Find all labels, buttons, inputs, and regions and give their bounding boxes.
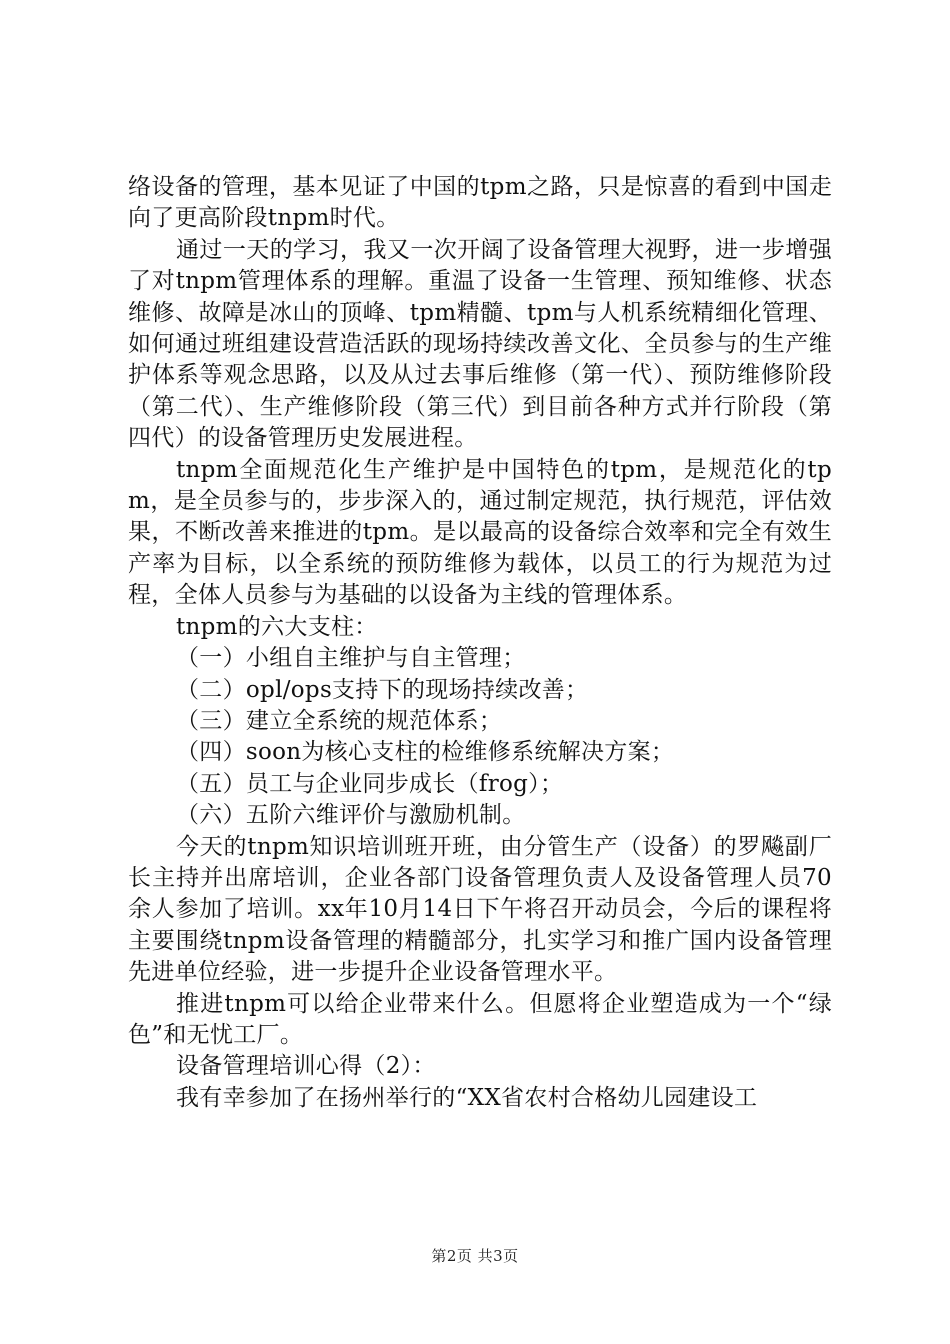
paragraph-3: tnpm全面规范化生产维护是中国特色的tpm，是规范化的tpm，是全员参与的，步步深入的，通过制定规范，执行规范，评估效果，不断改善来推进的tpm。是以最高的设备综合效率和完全有效生产率为目标，以全系统的预防维修为载体，以员工的行为规范为过程，全体人员参与为基础的以设备为主线的管理体系。 bbox=[128, 456, 832, 609]
pillar-item-2: （二）opl/ops支持下的现场持续改善； bbox=[176, 676, 589, 703]
pillar-item-6: （六）五阶六维评价与激励机制。 bbox=[176, 802, 526, 829]
section-heading: 设备管理培训心得（2）： bbox=[176, 1053, 436, 1080]
pillar-item-3: （三）建立全系统的规范体系； bbox=[176, 707, 503, 734]
paragraph-continued: 我有幸参加了在扬州举行的“XX省农村合格幼儿园建设工 bbox=[176, 1084, 758, 1111]
paragraph-2: 通过一天的学习，我又一次开阔了设备管理大视野，进一步增强了对tnpm管理体系的理解。重温了设备一生管理、预知维修、状态维修、故障是冰山的顶峰、tpm精髓、tpm与人机系统精细化管理、如何通过班组建设营造活跃的现场持续改善文化、全员参与的生产维护体系等观念思路，以及从过去事后维修（第一代）、预防维修阶段（第二代）、生产维修阶段（第三代）到目前各种方式并行阶段（第四代）的设备管理历史发展进程。 bbox=[128, 236, 832, 452]
document-body bbox=[128, 172, 832, 1114]
paragraph-1: 络设备的管理，基本见证了中国的tpm之路，只是惊喜的看到中国走向了更高阶段tnpm时代。 bbox=[128, 174, 832, 232]
paragraph-training: 今天的tnpm知识培训班开班，由分管生产（设备）的罗飚副厂长主持并出席培训，企业各部门设备管理负责人及设备管理人员70余人参加了培训。xx年10月14日下午将召开动员会，今后的课程将主要围绕tnpm设备管理的精髓部分，扎实学习和推广国内设备管理先进单位经验，进一步提升企业设备管理水平。 bbox=[128, 833, 832, 986]
pillar-item-5: （五）员工与企业同步成长（frog）； bbox=[176, 770, 564, 797]
pillar-item-4: （四）soon为核心支柱的检维修系统解决方案； bbox=[176, 739, 675, 766]
pillar-item-1: （一）小组自主维护与自主管理； bbox=[176, 645, 526, 672]
page-number-footer: 第2页 共3页 bbox=[431, 1247, 519, 1265]
pillars-heading: tnpm的六大支柱： bbox=[176, 613, 378, 640]
paragraph-benefit: 推进tnpm可以给企业带来什么。但愿将企业塑造成为一个“绿色”和无忧工厂。 bbox=[128, 990, 832, 1048]
